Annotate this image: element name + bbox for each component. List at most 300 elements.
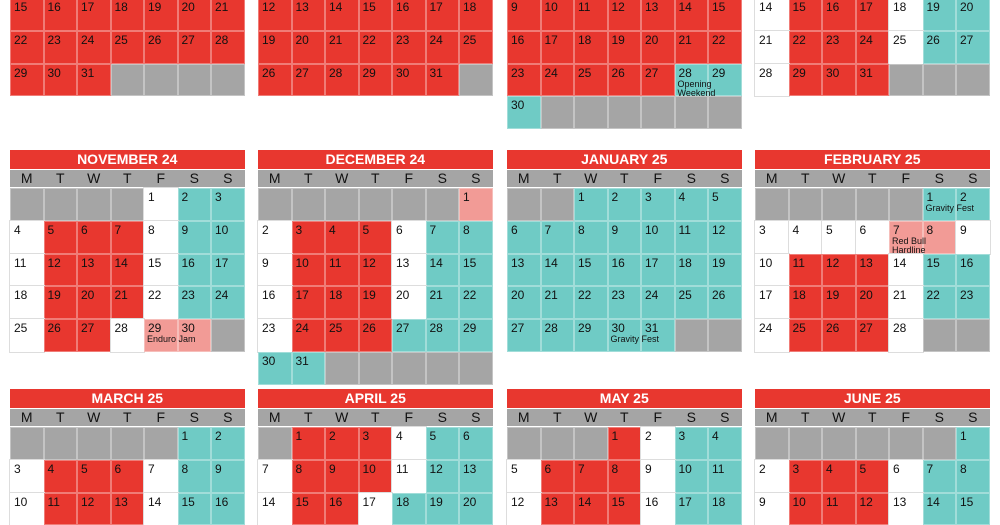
day-cell[interactable] — [359, 0, 393, 31]
day-number: 30 — [181, 321, 195, 336]
day-cell[interactable] — [822, 64, 856, 97]
day-cell[interactable] — [258, 460, 292, 493]
day-cell[interactable] — [708, 254, 742, 287]
day-cell[interactable] — [889, 493, 923, 525]
day-number: 10 — [759, 255, 773, 270]
day-cell[interactable] — [111, 460, 145, 493]
day-cell[interactable] — [426, 64, 460, 97]
day-cell[interactable] — [211, 221, 245, 254]
day-cell[interactable] — [541, 254, 575, 287]
day-cell[interactable] — [641, 427, 675, 460]
day-cell[interactable] — [789, 286, 823, 319]
day-cell[interactable] — [755, 460, 789, 493]
day-cell[interactable] — [211, 460, 245, 493]
day-cell[interactable] — [111, 221, 145, 254]
day-cell[interactable] — [822, 221, 856, 254]
day-cell[interactable] — [359, 493, 393, 525]
day-cell[interactable] — [608, 64, 642, 97]
day-cell[interactable] — [675, 31, 709, 64]
day-cell[interactable] — [574, 319, 608, 352]
day-number: 29 — [14, 65, 28, 80]
day-cell[interactable] — [889, 31, 923, 64]
day-cell[interactable] — [956, 31, 990, 64]
day-cell[interactable] — [755, 254, 789, 287]
day-number: 1 — [578, 190, 585, 204]
day-cell[interactable] — [923, 493, 957, 525]
day-cell[interactable] — [507, 254, 541, 287]
day-cell[interactable] — [856, 221, 890, 254]
day-cell[interactable] — [44, 460, 78, 493]
day-cell[interactable] — [889, 460, 923, 493]
day-cell[interactable] — [822, 493, 856, 525]
day-cell[interactable] — [359, 460, 393, 493]
day-cell[interactable] — [325, 493, 359, 525]
day-cell[interactable] — [359, 254, 393, 287]
day-cell[interactable] — [426, 0, 460, 31]
day-cell[interactable] — [956, 427, 990, 460]
day-cell[interactable] — [708, 188, 742, 221]
day-cell[interactable] — [258, 319, 292, 352]
day-number: 9 — [511, 0, 518, 14]
day-cell[interactable] — [111, 493, 145, 525]
day-cell[interactable] — [77, 319, 111, 352]
day-number: 20 — [295, 32, 309, 47]
day-header: F — [641, 409, 675, 426]
day-number: 22 — [148, 288, 162, 303]
day-number: 10 — [678, 461, 692, 476]
day-cell[interactable] — [822, 286, 856, 319]
day-cell[interactable] — [789, 0, 823, 31]
day-cell[interactable] — [856, 64, 890, 97]
day-cell[interactable] — [608, 31, 642, 64]
day-cell[interactable] — [211, 254, 245, 287]
day-cell[interactable] — [507, 64, 541, 97]
day-cell[interactable] — [856, 0, 890, 31]
day-number: 22 — [14, 32, 28, 47]
day-cell[interactable] — [889, 286, 923, 319]
day-number: 17 — [759, 288, 773, 303]
day-cell[interactable] — [44, 221, 78, 254]
day-cell[interactable] — [507, 0, 541, 31]
day-cell[interactable] — [178, 493, 212, 525]
day-cell[interactable] — [392, 427, 426, 460]
day-cell[interactable] — [923, 254, 957, 287]
day-cell[interactable] — [675, 221, 709, 254]
day-number: 4 — [826, 461, 833, 476]
day-cell[interactable] — [675, 188, 709, 221]
day-cell[interactable] — [211, 427, 245, 460]
day-cell[interactable] — [822, 460, 856, 493]
day-cell[interactable] — [856, 319, 890, 352]
day-cell[interactable] — [426, 221, 460, 254]
day-cell[interactable] — [178, 460, 212, 493]
day-cell[interactable] — [459, 493, 493, 525]
day-cell[interactable] — [956, 221, 990, 254]
empty-cell — [889, 64, 923, 97]
day-cell[interactable] — [541, 493, 575, 525]
day-cell[interactable] — [144, 31, 178, 64]
day-cell[interactable] — [77, 221, 111, 254]
day-cell[interactable] — [144, 188, 178, 221]
day-cell[interactable] — [675, 254, 709, 287]
day-cell[interactable] — [392, 460, 426, 493]
day-cell[interactable] — [608, 188, 642, 221]
day-cell[interactable] — [675, 427, 709, 460]
day-cell[interactable] — [44, 254, 78, 287]
day-cell[interactable] — [258, 254, 292, 287]
day-cell[interactable] — [822, 31, 856, 64]
day-cell[interactable] — [641, 286, 675, 319]
day-cell[interactable] — [258, 31, 292, 64]
day-cell[interactable] — [111, 254, 145, 287]
day-cell[interactable] — [574, 493, 608, 525]
day-cell[interactable] — [144, 0, 178, 31]
day-cell[interactable] — [541, 0, 575, 31]
day-cell[interactable] — [178, 0, 212, 31]
day-number: 27 — [859, 321, 873, 336]
day-cell[interactable] — [292, 286, 326, 319]
day-cell[interactable] — [789, 460, 823, 493]
day-number: 2 — [645, 429, 652, 443]
day-cell[interactable] — [258, 352, 292, 385]
day-number: 17 — [678, 494, 692, 509]
day-cell[interactable] — [10, 31, 44, 64]
day-cell[interactable] — [178, 188, 212, 221]
day-cell[interactable] — [292, 31, 326, 64]
day-cell[interactable] — [541, 221, 575, 254]
day-cell[interactable] — [111, 31, 145, 64]
day-cell[interactable] — [178, 286, 212, 319]
day-number: 20 — [645, 32, 659, 47]
day-cell[interactable] — [608, 221, 642, 254]
day-cell[interactable] — [675, 0, 709, 31]
day-header: T — [608, 170, 642, 187]
day-cell[interactable] — [10, 286, 44, 319]
day-cell[interactable] — [44, 319, 78, 352]
day-number: 19 — [362, 288, 376, 303]
day-cell[interactable] — [426, 254, 460, 287]
day-cell[interactable] — [541, 460, 575, 493]
day-cell[interactable] — [856, 460, 890, 493]
empty-cell — [856, 188, 890, 221]
day-cell[interactable] — [856, 254, 890, 287]
day-number: 12 — [712, 222, 726, 237]
day-cell[interactable] — [675, 493, 709, 525]
day-cell[interactable] — [574, 460, 608, 493]
day-cell[interactable] — [708, 460, 742, 493]
day-cell[interactable] — [507, 460, 541, 493]
event-note: Gravity Fest — [925, 203, 975, 213]
day-cell[interactable] — [789, 221, 823, 254]
day-cell[interactable] — [392, 31, 426, 64]
day-cell[interactable] — [708, 221, 742, 254]
day-cell[interactable] — [641, 221, 675, 254]
day-cell[interactable] — [10, 221, 44, 254]
day-cell[interactable] — [258, 493, 292, 525]
day-cell[interactable] — [292, 352, 326, 385]
day-header: T — [111, 409, 145, 426]
day-cell[interactable] — [178, 221, 212, 254]
day-cell[interactable] — [10, 64, 44, 97]
day-cell[interactable] — [258, 0, 292, 31]
day-cell[interactable] — [178, 427, 212, 460]
day-cell[interactable] — [956, 286, 990, 319]
day-cell[interactable] — [211, 493, 245, 525]
day-cell[interactable] — [392, 0, 426, 31]
day-cell[interactable] — [822, 0, 856, 31]
day-cell[interactable] — [459, 460, 493, 493]
day-cell[interactable] — [10, 0, 44, 31]
day-cell[interactable] — [459, 286, 493, 319]
day-cell[interactable] — [675, 460, 709, 493]
day-number: 19 — [47, 288, 61, 303]
day-cell[interactable] — [755, 221, 789, 254]
day-cell[interactable] — [77, 286, 111, 319]
day-cell[interactable] — [608, 427, 642, 460]
day-cell[interactable] — [956, 0, 990, 31]
day-cell[interactable] — [789, 493, 823, 525]
day-cell[interactable] — [822, 319, 856, 352]
day-cell[interactable] — [292, 493, 326, 525]
day-cell[interactable] — [144, 493, 178, 525]
day-cell[interactable] — [77, 493, 111, 525]
day-cell[interactable] — [507, 493, 541, 525]
day-cell[interactable] — [426, 460, 460, 493]
day-cell[interactable] — [923, 286, 957, 319]
day-cell[interactable] — [426, 286, 460, 319]
day-cell[interactable] — [44, 31, 78, 64]
day-cell[interactable] — [144, 221, 178, 254]
day-cell[interactable] — [426, 493, 460, 525]
month-title: MARCH 25 — [10, 389, 245, 408]
day-cell[interactable] — [77, 460, 111, 493]
day-cell[interactable] — [574, 286, 608, 319]
day-cell[interactable] — [708, 493, 742, 525]
day-cell[interactable] — [359, 286, 393, 319]
empty-cell — [359, 352, 393, 385]
day-cell[interactable] — [459, 31, 493, 64]
day-cell[interactable] — [574, 0, 608, 31]
day-cell[interactable] — [856, 286, 890, 319]
day-cell[interactable] — [426, 31, 460, 64]
day-cell[interactable] — [541, 64, 575, 97]
day-cell[interactable] — [392, 493, 426, 525]
day-cell[interactable] — [325, 427, 359, 460]
day-cell[interactable] — [822, 254, 856, 287]
day-cell[interactable] — [459, 188, 493, 221]
day-cell[interactable] — [923, 31, 957, 64]
day-cell[interactable] — [178, 31, 212, 64]
day-cell[interactable] — [359, 31, 393, 64]
day-cell[interactable] — [44, 64, 78, 97]
day-cell[interactable] — [574, 64, 608, 97]
day-cell[interactable] — [574, 31, 608, 64]
day-header: F — [889, 170, 923, 187]
day-cell[interactable] — [708, 31, 742, 64]
day-cell[interactable] — [292, 319, 326, 352]
day-cell[interactable] — [507, 31, 541, 64]
day-cell[interactable] — [608, 0, 642, 31]
day-cell[interactable] — [956, 254, 990, 287]
day-cell[interactable] — [292, 254, 326, 287]
day-cell[interactable] — [111, 319, 145, 352]
day-cell[interactable] — [258, 64, 292, 97]
day-cell[interactable] — [889, 254, 923, 287]
day-cell[interactable] — [111, 286, 145, 319]
day-cell[interactable] — [574, 221, 608, 254]
day-cell[interactable] — [111, 0, 145, 31]
day-cell[interactable] — [44, 0, 78, 31]
day-cell[interactable] — [923, 460, 957, 493]
day-cell[interactable] — [755, 64, 789, 97]
day-cell[interactable] — [459, 254, 493, 287]
day-cell[interactable] — [426, 427, 460, 460]
day-cell[interactable] — [755, 319, 789, 352]
day-cell[interactable] — [426, 319, 460, 352]
day-number: 25 — [463, 32, 477, 47]
day-cell[interactable] — [144, 460, 178, 493]
day-cell[interactable] — [923, 221, 957, 254]
day-cell[interactable] — [608, 286, 642, 319]
day-cell[interactable] — [459, 221, 493, 254]
day-number: 17 — [645, 255, 659, 270]
day-cell[interactable] — [10, 460, 44, 493]
day-header: S — [211, 170, 245, 187]
day-cell[interactable] — [641, 188, 675, 221]
day-cell[interactable] — [211, 188, 245, 221]
day-cell[interactable] — [708, 286, 742, 319]
day-cell[interactable] — [392, 64, 426, 97]
day-cell[interactable] — [292, 221, 326, 254]
day-number: 8 — [611, 461, 619, 476]
day-cell[interactable] — [325, 286, 359, 319]
day-cell[interactable] — [325, 221, 359, 254]
day-cell[interactable] — [708, 0, 742, 31]
day-cell[interactable] — [608, 254, 642, 287]
day-cell[interactable] — [507, 96, 541, 129]
day-cell[interactable] — [708, 427, 742, 460]
day-cell[interactable] — [392, 221, 426, 254]
day-cell[interactable] — [641, 493, 675, 525]
day-cell[interactable] — [77, 254, 111, 287]
day-cell[interactable] — [258, 286, 292, 319]
day-cell[interactable] — [44, 286, 78, 319]
day-cell[interactable] — [789, 64, 823, 97]
day-cell[interactable] — [507, 286, 541, 319]
day-cell[interactable] — [10, 493, 44, 525]
day-cell[interactable] — [789, 31, 823, 64]
day-header: F — [144, 170, 178, 187]
day-number: 5 — [712, 190, 719, 204]
day-cell[interactable] — [292, 0, 326, 31]
day-cell[interactable] — [789, 319, 823, 352]
day-cell[interactable] — [856, 31, 890, 64]
day-cell[interactable] — [144, 254, 178, 287]
day-cell[interactable] — [641, 64, 675, 97]
empty-cell — [541, 96, 575, 129]
day-cell[interactable] — [292, 64, 326, 97]
day-cell[interactable] — [541, 31, 575, 64]
day-number: 1 — [926, 190, 934, 204]
day-cell[interactable] — [292, 427, 326, 460]
day-cell[interactable] — [211, 286, 245, 319]
day-cell[interactable] — [144, 286, 178, 319]
day-cell[interactable] — [641, 460, 675, 493]
day-cell[interactable] — [459, 0, 493, 31]
day-cell[interactable] — [507, 221, 541, 254]
day-number: 13 — [295, 0, 309, 14]
day-cell[interactable] — [77, 31, 111, 64]
day-cell[interactable] — [77, 0, 111, 31]
day-cell[interactable] — [956, 493, 990, 525]
day-cell[interactable] — [675, 286, 709, 319]
day-cell[interactable] — [459, 427, 493, 460]
day-cell[interactable] — [211, 0, 245, 31]
day-cell[interactable] — [574, 254, 608, 287]
day-cell[interactable] — [923, 0, 957, 31]
day-cell[interactable] — [325, 31, 359, 64]
day-cell[interactable] — [507, 319, 541, 352]
day-cell[interactable] — [541, 319, 575, 352]
day-cell[interactable] — [292, 460, 326, 493]
day-cell[interactable] — [359, 64, 393, 97]
day-cell[interactable] — [325, 0, 359, 31]
day-cell[interactable] — [608, 460, 642, 493]
day-cell[interactable] — [755, 286, 789, 319]
day-cell[interactable] — [856, 493, 890, 525]
day-cell[interactable] — [359, 319, 393, 352]
day-cell[interactable] — [889, 319, 923, 352]
day-cell[interactable] — [392, 286, 426, 319]
day-cell[interactable] — [359, 427, 393, 460]
day-cell[interactable] — [325, 254, 359, 287]
day-cell[interactable] — [178, 254, 212, 287]
day-cell[interactable] — [44, 493, 78, 525]
day-cell[interactable] — [359, 221, 393, 254]
day-cell[interactable] — [258, 221, 292, 254]
day-cell[interactable] — [211, 31, 245, 64]
day-cell[interactable] — [641, 0, 675, 31]
day-cell[interactable] — [77, 64, 111, 97]
day-cell[interactable] — [392, 319, 426, 352]
day-cell[interactable] — [541, 286, 575, 319]
day-number: 31 — [81, 65, 95, 80]
day-cell[interactable] — [10, 254, 44, 287]
day-cell[interactable] — [325, 460, 359, 493]
day-number: 25 — [893, 32, 907, 47]
day-cell[interactable] — [459, 319, 493, 352]
day-cell[interactable] — [574, 188, 608, 221]
day-cell[interactable] — [608, 493, 642, 525]
day-number: 18 — [114, 0, 128, 14]
empty-cell — [211, 319, 245, 352]
day-cell[interactable] — [325, 64, 359, 97]
day-number: 20 — [81, 288, 95, 303]
day-number: 7 — [429, 222, 437, 237]
day-cell[interactable] — [325, 319, 359, 352]
day-cell[interactable] — [641, 254, 675, 287]
day-cell[interactable] — [10, 319, 44, 352]
day-cell[interactable] — [956, 460, 990, 493]
day-cell[interactable] — [889, 0, 923, 31]
day-cell[interactable] — [755, 0, 789, 31]
day-cell[interactable] — [755, 31, 789, 64]
day-number: 15 — [14, 0, 28, 14]
day-cell[interactable] — [789, 254, 823, 287]
day-cell[interactable] — [755, 493, 789, 525]
day-cell[interactable] — [641, 31, 675, 64]
day-cell[interactable] — [392, 254, 426, 287]
